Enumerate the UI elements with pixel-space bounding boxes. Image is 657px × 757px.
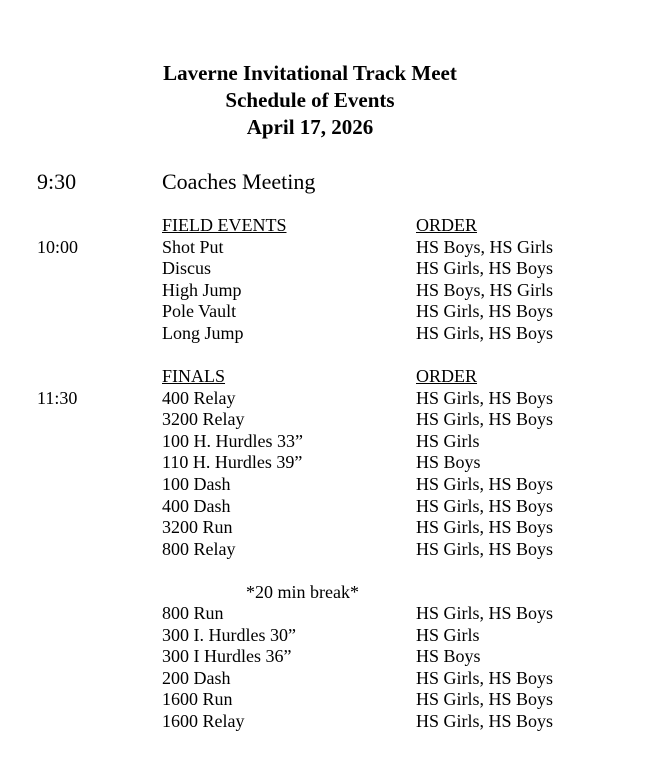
- schedule-row: [0, 280, 657, 302]
- field-events-section: [0, 215, 657, 345]
- schedule-row: [0, 301, 657, 323]
- schedule-row: [0, 452, 657, 474]
- event-order: HS Girls, HS Boys: [416, 603, 554, 623]
- field-events-header-row: [0, 215, 657, 237]
- event-order: HS Girls, HS Boys: [416, 409, 554, 430]
- finals-heading: FINALS: [162, 366, 226, 386]
- event-name: 800 Run: [162, 603, 224, 623]
- meeting-label: Coaches Meeting: [162, 169, 316, 194]
- event-name: Pole Vault: [162, 301, 237, 322]
- schedule-row: [0, 603, 657, 625]
- event-name: 100 Dash: [162, 473, 231, 494]
- finals-section: [0, 366, 657, 560]
- after-break-section: [0, 603, 657, 733]
- schedule-row: [0, 258, 657, 280]
- event-order: HS Girls, HS Boys: [416, 322, 554, 343]
- event-order: HS Girls: [416, 430, 480, 451]
- event-order: HS Girls, HS Boys: [416, 258, 554, 279]
- event-name: 800 Relay: [162, 538, 236, 559]
- event-order: HS Boys: [416, 452, 481, 473]
- finals-header-row: [0, 366, 657, 388]
- field-events-time: 10:00: [37, 236, 79, 257]
- event-name: 400 Relay: [162, 387, 236, 408]
- event-name: 100 H. Hurdles 33”: [162, 430, 303, 451]
- event-name: 1600 Relay: [162, 710, 245, 731]
- event-order: HS Girls, HS Boys: [416, 495, 554, 516]
- event-name: 200 Dash: [162, 667, 231, 688]
- event-order: HS Girls: [416, 624, 480, 645]
- field-events-heading: FIELD EVENTS: [162, 215, 287, 235]
- break-note: *20 min break*: [246, 582, 359, 602]
- schedule-row: [0, 646, 657, 668]
- field-events-order-heading: ORDER: [416, 215, 478, 235]
- event-order: HS Girls, HS Boys: [416, 387, 554, 408]
- event-name: Long Jump: [162, 322, 244, 343]
- schedule-row: [0, 474, 657, 496]
- event-name: Shot Put: [162, 236, 224, 257]
- event-order: HS Boys, HS Girls: [416, 279, 554, 300]
- schedule-title-block: [0, 60, 620, 141]
- event-name: Discus: [162, 258, 211, 279]
- schedule-row: [0, 431, 657, 453]
- event-name: 400 Dash: [162, 495, 231, 516]
- event-order: HS Girls, HS Boys: [416, 301, 554, 322]
- finals-time: 11:30: [37, 387, 78, 408]
- event-order: HS Girls, HS Boys: [416, 710, 554, 731]
- schedule-row: [0, 689, 657, 711]
- meeting-time: 9:30: [37, 169, 77, 194]
- event-order: HS Girls, HS Boys: [416, 538, 554, 559]
- event-order: HS Boys, HS Girls: [416, 236, 554, 257]
- schedule-row: [0, 237, 657, 259]
- event-name: 300 I. Hurdles 30”: [162, 624, 296, 645]
- event-order: HS Boys: [416, 646, 481, 667]
- event-order: HS Girls, HS Boys: [416, 667, 554, 688]
- event-order: HS Girls, HS Boys: [416, 517, 554, 538]
- schedule-subtitle: Schedule of Events: [225, 88, 395, 112]
- meet-date: April 17, 2026: [246, 115, 374, 139]
- schedule-row: [0, 496, 657, 518]
- schedule-row: [0, 539, 657, 561]
- event-order: HS Girls, HS Boys: [416, 473, 554, 494]
- schedule-row: [0, 388, 657, 410]
- schedule-row: [0, 625, 657, 647]
- event-name: 1600 Run: [162, 689, 233, 710]
- schedule-row: [0, 517, 657, 539]
- schedule-row: [0, 323, 657, 345]
- event-name: 3200 Relay: [162, 409, 245, 430]
- meet-title: Laverne Invitational Track Meet: [163, 61, 457, 85]
- event-name: High Jump: [162, 279, 242, 300]
- schedule-row: [0, 711, 657, 733]
- event-name: 3200 Run: [162, 517, 233, 538]
- finals-order-heading: ORDER: [416, 366, 478, 386]
- event-name: 300 I Hurdles 36”: [162, 646, 292, 667]
- schedule-row: [0, 668, 657, 690]
- event-order: HS Girls, HS Boys: [416, 689, 554, 710]
- event-name: 110 H. Hurdles 39”: [162, 452, 303, 473]
- schedule-row: [0, 409, 657, 431]
